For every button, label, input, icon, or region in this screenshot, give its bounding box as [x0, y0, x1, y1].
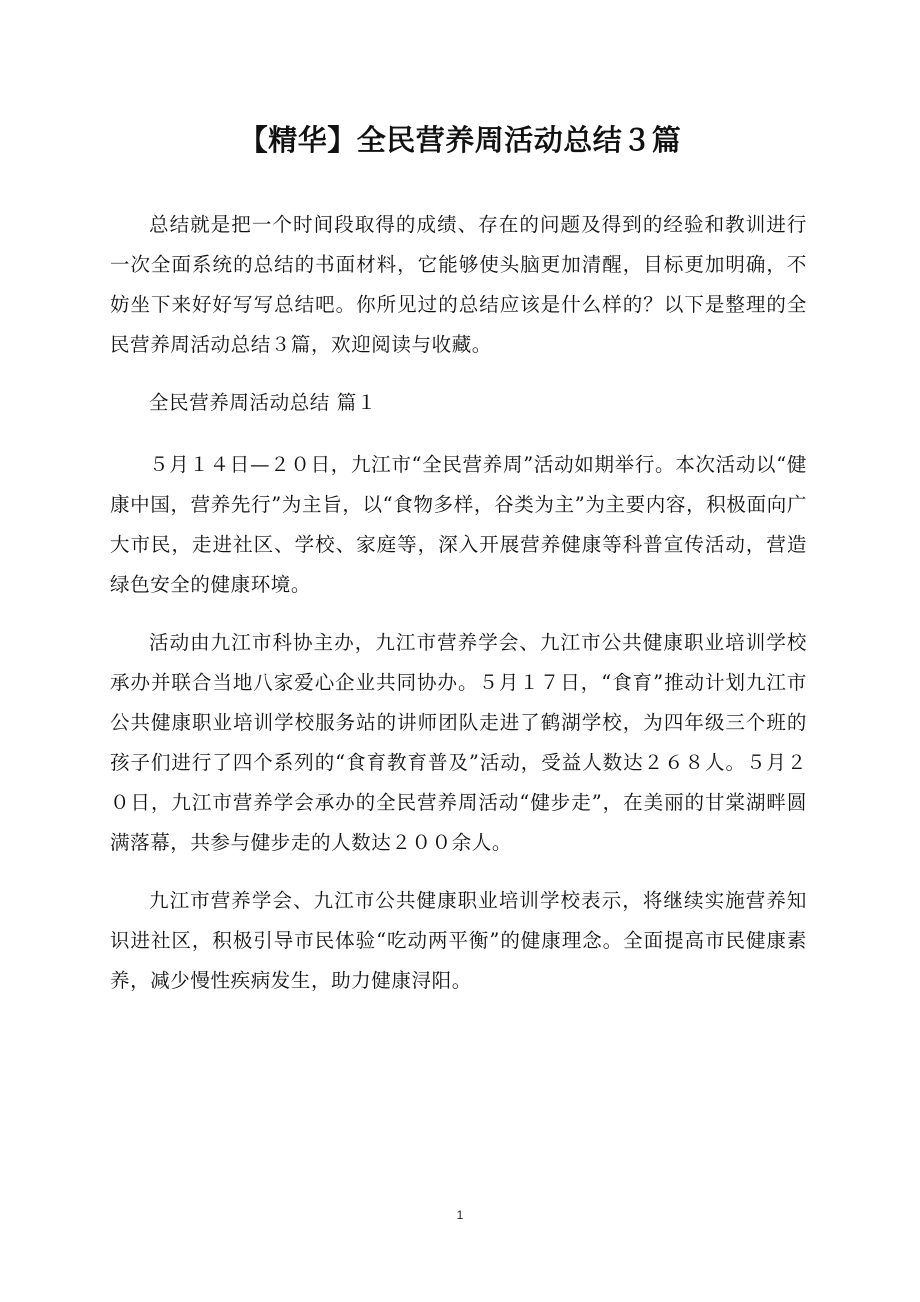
intro-paragraph: 总结就是把一个时间段取得的成绩、存在的问题及得到的经验和教训进行一次全面系统的总结的书面材料，它能够使头脑更加清醒，目标更加明确，不妨坐下来好好写写总结吧。你所见过的总结应该是什么样的？以下是整理的全民营养周活动总结３篇，欢迎阅读与收藏。 — [110, 213, 807, 356]
body-paragraph: ５月１４日—２０日，九江市“全民营养周”活动如期举行。本次活动以“健康中国，营养先行”为主旨，以“食物多样，谷类为主”为主要内容，积极面向广大市民，走进社区、学校、家庭等，深入开展营养健康等科普宣传活动，营造绿色安全的健康环境。 — [110, 453, 807, 596]
body-paragraph: 九江市营养学会、九江市公共健康职业培训学校表示，将继续实施营养知识进社区，积极引导市民体验“吃动两平衡”的健康理念。全面提高市民健康素养，减少慢性疾病发生，助力健康浔阳。 — [110, 889, 807, 992]
page-number: 1 — [456, 1208, 464, 1222]
document-title: 【精华】全民营养周活动总结３篇 — [238, 123, 682, 157]
document-body — [110, 205, 807, 1019]
section-heading: 全民营养周活动总结 篇１ — [149, 391, 377, 414]
body-paragraph: 活动由九江市科协主办，九江市营养学会、九江市公共健康职业培训学校承办并联合当地八家爱心企业共同协办。５月１７日，“食育”推动计划九江市公共健康职业培训学校服务站的讲师团队走进了鹤湖学校，为四年级三个班的孩子们进行了四个系列的“食育教育普及”活动，受益人数达２６８人。５月２０日，九江市营养学会承办的全民营养周活动“健步走”，在美丽的甘棠湖畔圆满落幕，共参与健步走的人数达２００余人。 — [110, 631, 807, 854]
